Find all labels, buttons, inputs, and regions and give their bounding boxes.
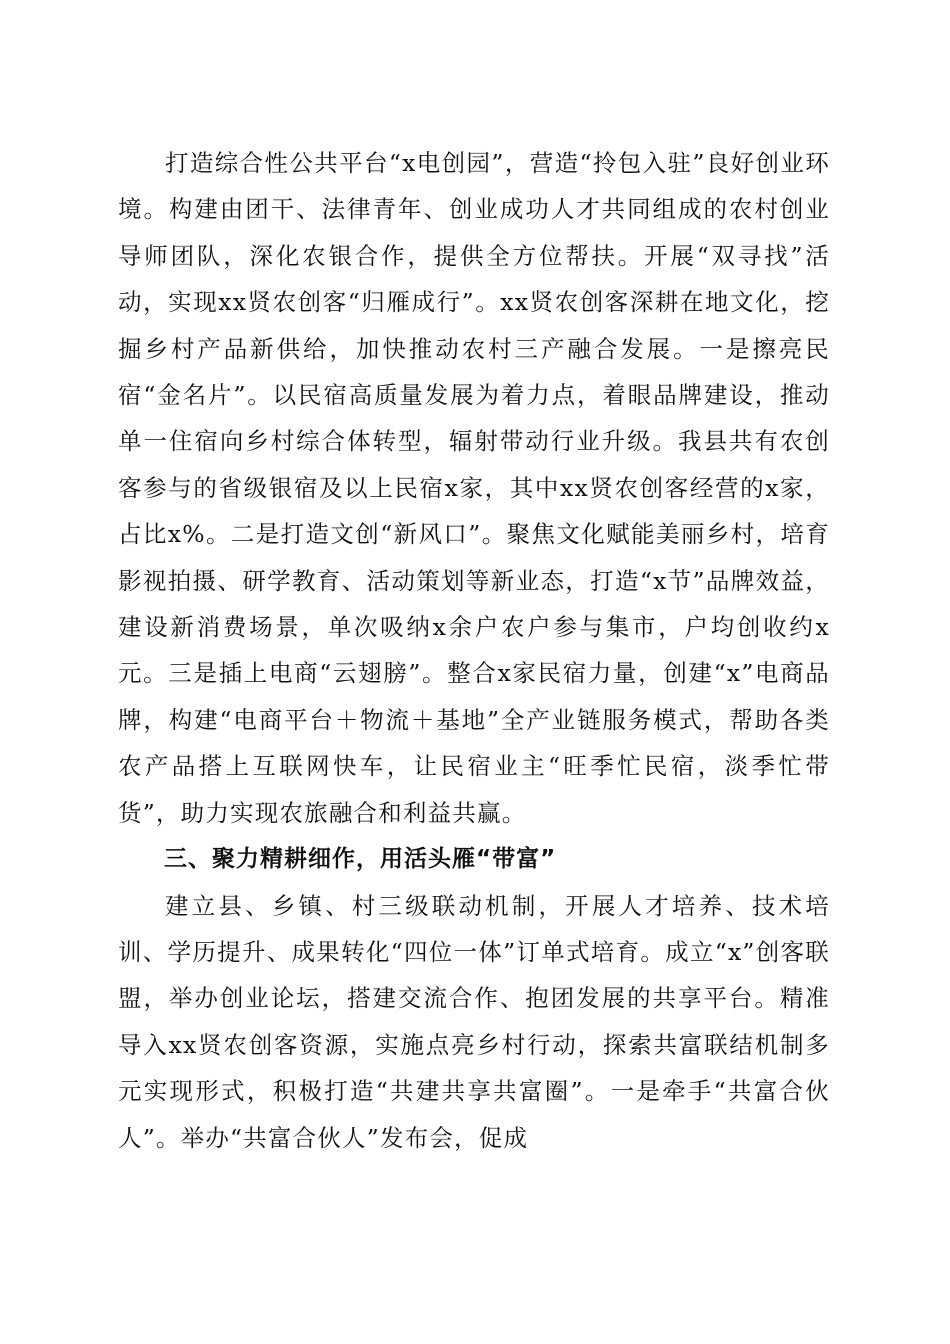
paragraph-linkage-mechanism: 建立县、乡镇、村三级联动机制，开展人才培养、技术培训、学历提升、成果转化“四位一体”订单式培育。成立“x”创客联盟，举办创业论坛，搭建交流合作、抱团发展的共享平台。精准导入xx贤农创客资源，实施点亮乡村行动，探索共富联结机制多元实现形式，积极打造“共建共享共富圈”。一是牵手“共富合伙人”。举办“共富合伙人”发布会，促成	[118, 891, 830, 1152]
document-body	[118, 140, 830, 1161]
section-heading-three: 三、聚力精耕细作，用活头雁“带富”	[164, 846, 557, 873]
paragraph-public-platform: 打造综合性公共平台“x电创园”，营造“拎包入驻”良好创业环境。构建由团干、法律青年、创业成功人才共同组成的农村创业导师团队，深化农银合作，提供全方位帮扶。开展“双寻找”活动，实现xx贤农创客“归雁成行”。xx贤农创客深耕在地文化，挖掘乡村产品新供给，加快推动农村三产融合发展。一是擦亮民宿“金名片”。以民宿高质量发展为着力点，着眼品牌建设，推动单一住宿向乡村综合体转型，辐射带动行业升级。我县共有农创客参与的省级银宿及以上民宿x家，其中xx贤农创客经营的x家，占比x%。二是打造文创“新风口”。聚焦文化赋能美丽乡村，培育影视拍摄、研学教育、活动策划等新业态，打造“x节”品牌效益，建设新消费场景，单次吸纳x余户农户参与集市，户均创收约x元。三是插上电商“云翅膀”。整合x家民宿力量，创建“x”电商品牌，构建“电商平台＋物流＋基地”全产业链服务模式，帮助各类农产品搭上互联网快车，让民宿业主“旺季忙民宿，淡季忙带货”，助力实现农旅融合和利益共赢。	[118, 149, 830, 827]
